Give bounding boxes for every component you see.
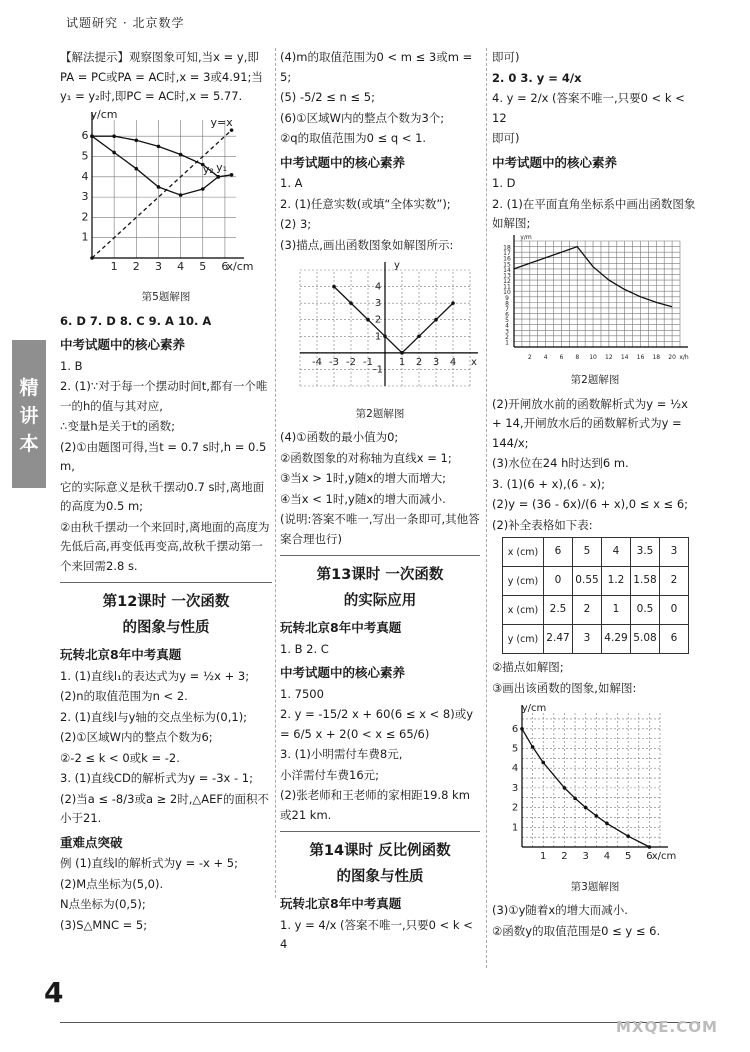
data-point <box>179 193 183 197</box>
data-point <box>201 187 205 191</box>
answer-line: 3. (1)直线CD的解析式为y = -3x - 1; <box>60 771 253 785</box>
section-title: 玩转北京8年中考真题 <box>280 896 402 911</box>
y-tick-label: 15 <box>503 260 511 268</box>
answer-line: 2. 0 3. y = 4/x <box>492 70 582 85</box>
data-point <box>648 845 652 849</box>
answer-line: ②-2 ≤ k < 0或k = -2. <box>60 750 180 765</box>
x-tick-label: -2 <box>346 356 356 368</box>
figure-caption: 第2题解图 <box>355 407 405 420</box>
data-point <box>112 134 116 138</box>
x-tick-label: 3 <box>154 259 162 273</box>
answer-line: 例 (1)直线l的解析式为y = -x + 5; <box>60 856 238 870</box>
y-tick-label: 14 <box>503 266 511 274</box>
x-tick-label: 14 <box>620 353 629 361</box>
data-point <box>584 806 588 810</box>
y-tick-label: 11 <box>503 283 511 291</box>
x-tick-label: 2 <box>527 353 532 361</box>
table-cell: 4 <box>602 538 631 567</box>
data-point <box>595 814 599 818</box>
answer-line: (2)当a ≤ -8/3或a ≥ 2时,△AEF的面积不小于21. <box>60 791 269 825</box>
answer-line: (2)①区域W内的整点个数为6; <box>60 730 213 744</box>
data-point <box>605 822 609 826</box>
answer-line: (2)①由题图可得,当t = 0.7 s时,h = 0.5 m, <box>60 439 267 473</box>
answer-line: ③当x > 1时,y随x的增大而增大; <box>280 471 447 485</box>
section-title: 重难点突破 <box>60 834 123 850</box>
answer-line: ∴变量h是关于t的函数; <box>60 419 175 433</box>
y-tick-label: 1 <box>505 338 509 346</box>
figure-caption: 第3题解图 <box>570 880 620 893</box>
answer-line: ④当x < 1时,y随x的增大而减小. <box>280 491 446 506</box>
x-tick-label: 4 <box>603 851 611 862</box>
table-cell: 2.47 <box>544 625 573 654</box>
table-cell: 1 <box>602 596 631 625</box>
series-label: y₂ <box>202 162 214 176</box>
answers-6-10: 6. D 7. D 8. C 9. A 10. A <box>60 313 212 328</box>
data-point <box>332 285 336 289</box>
table-cell: 0 <box>660 596 689 625</box>
answer-line: (4)m的取值范围为0 < m ≤ 3或m = 5; <box>280 50 473 84</box>
table-cell: 6 <box>544 538 573 567</box>
table-cell: 3 <box>573 625 602 654</box>
data-point <box>417 334 421 338</box>
x-tick-label: -3 <box>329 356 339 368</box>
chart-fig5 <box>60 108 260 280</box>
answer-line: (5) -5/2 ≤ n ≤ 5; <box>280 90 375 104</box>
data-point <box>400 351 404 355</box>
data-point <box>179 152 183 156</box>
table-cell: 5.08 <box>631 625 660 654</box>
table-cell: 2.5 <box>544 596 573 625</box>
answer-line: (2)M点坐标为(5,0). <box>60 876 164 891</box>
y-tick-label: 8 <box>505 299 509 307</box>
side-tab-char: 讲 <box>19 405 39 427</box>
lesson-title-line: 的图象与性质 <box>336 869 424 885</box>
answer-line: 即可) <box>492 50 520 64</box>
y-tick-label: 5 <box>511 743 519 755</box>
answer-line: 2. (1)在平面直角坐标系中画出函数图象如解图; <box>492 196 696 230</box>
section-title: 中考试题中的核心素养 <box>492 154 618 170</box>
lesson-title-line: 的实际应用 <box>343 593 417 609</box>
x-tick-label: 6 <box>559 353 564 361</box>
divider <box>280 831 480 832</box>
page-header: 试题研究 · 北京数学 <box>66 16 185 30</box>
table-cell: 0 <box>544 567 573 596</box>
answer-line: (3)S△MNC = 5; <box>60 917 148 932</box>
section-title: 中考试题中的核心素养 <box>280 665 406 680</box>
answer-line: 它的实际意义是秋千摆动0.7 s时,离地面的高度为0.5 m; <box>60 479 265 513</box>
table-cell: x (cm) <box>503 596 544 625</box>
answer-line: 3. (1)小明需付车费8元, <box>280 747 403 761</box>
table-row <box>503 538 689 567</box>
y-tick-label: 17 <box>503 249 511 257</box>
answer-line: 1. B 2. C <box>280 641 329 656</box>
y-tick-label: 16 <box>503 255 511 263</box>
table-cell: 3.5 <box>631 538 660 567</box>
data-point <box>383 334 387 338</box>
x-tick-label: 5 <box>624 851 632 862</box>
x-tick-label: 6 <box>221 259 229 273</box>
answer-line: (4)①函数的最小值为0; <box>280 430 399 444</box>
answer-line: 2. (1)∵对于每一个摆动时间t,都有一个唯一的h的值与其对应, <box>60 379 268 413</box>
answer-line: (2)补全表格如下表: <box>492 517 593 532</box>
answer-line: (2)开闸放水前的函数解析式为y = ½x + 14,开闸放水后的函数解析式为y = 144/x; <box>492 396 688 450</box>
data-point <box>135 166 139 170</box>
y-tick-label: 12 <box>503 277 511 285</box>
answer-line: (3)①y随着x的增大而减小. <box>492 903 628 917</box>
column-2 <box>280 48 480 956</box>
series-label: y=x <box>210 115 233 129</box>
y-tick-label: 2 <box>511 802 519 814</box>
answer-line: 2. (1)任意实数(或填“全体实数”); <box>280 196 451 211</box>
table-cell: 0.55 <box>573 567 602 596</box>
y-tick-label: 4 <box>81 169 89 183</box>
answer-line: 1. B <box>60 358 83 373</box>
x-tick-label: 1 <box>540 851 547 862</box>
data-point <box>531 745 535 749</box>
hint-text: 【解法提示】观察图象可知,当x = y,即PA = PC或PA = AC时,x = 3或4.91;当y₁ = y₂时,即PC = AC时,x = 5.77. <box>60 50 263 103</box>
y-tick-label: 2 <box>505 333 509 341</box>
x-tick-label: 2 <box>415 356 423 368</box>
x-axis-label: x/h <box>679 353 689 361</box>
data-point <box>520 727 524 731</box>
figure-caption: 第2题解图 <box>570 374 620 386</box>
answer-line: 1. 7500 <box>280 686 324 701</box>
y-tick-label: 6 <box>505 311 509 319</box>
divider <box>280 555 480 556</box>
answer-line: ②函数y的取值范围是0 ≤ y ≤ 6. <box>492 923 661 938</box>
x-tick-label: 3 <box>432 356 440 368</box>
x-tick-label: -1 <box>363 356 373 368</box>
answer-line: (2)张老师和王老师的家相距19.8 km或21 km. <box>280 788 470 822</box>
y-tick-label: 3 <box>81 189 89 203</box>
y-tick-label: 18 <box>503 244 511 252</box>
data-point <box>366 318 370 322</box>
y-tick-label: 4 <box>505 322 509 330</box>
data-point <box>157 144 161 148</box>
lesson-title-line: 的图象与性质 <box>122 620 210 636</box>
answer-line: 1. (1)直线l₁的表达式为y = ½x + 3; <box>60 668 250 683</box>
lesson-title-line: 第13课时 一次函数 <box>316 567 444 583</box>
answer-line: (说明:答案不唯一,写出一条即可,其他答案合理也行) <box>280 512 480 546</box>
watermark-text: MXQE.COM <box>616 1018 718 1036</box>
data-point <box>541 761 545 765</box>
y-tick-label: 10 <box>503 288 511 296</box>
y-tick-label: 6 <box>81 128 89 142</box>
y-tick-label: 3 <box>505 327 509 335</box>
answer-line: (2) 3; <box>280 217 312 231</box>
y-tick-label: 1 <box>81 230 89 244</box>
data-point <box>157 185 161 189</box>
x-tick-label: 5 <box>199 259 207 273</box>
table-row <box>503 567 689 596</box>
lesson-title <box>280 562 480 614</box>
section-title: 玩转北京8年中考真题 <box>280 620 402 635</box>
table-cell: x (cm) <box>503 538 544 567</box>
table-cell: 0.5 <box>631 596 660 625</box>
y-tick-label: 3 <box>374 298 382 310</box>
x-tick-label: 8 <box>575 353 580 361</box>
series-line <box>92 130 232 258</box>
answer-line: ②描点如解图; <box>492 660 564 674</box>
table-cell: 5 <box>573 538 602 567</box>
side-tab <box>12 340 46 488</box>
x-tick-label: 1 <box>398 356 406 368</box>
side-tab-char: 精 <box>19 377 39 399</box>
x-axis-label: x <box>471 356 477 368</box>
answer-line: 2. y = -15/2 x + 60(6 ≤ x < 8)或y = 6/5 x + 2(0 < x ≤ 65/6) <box>280 707 474 741</box>
x-tick-label: 10 <box>589 353 597 361</box>
x-tick-label: 3 <box>582 851 589 862</box>
page-number: 4 <box>44 976 64 1009</box>
x-tick-label: 2 <box>132 259 140 273</box>
series-label: y₁ <box>216 160 228 174</box>
y-axis-label: y <box>394 260 400 271</box>
section-title: 玩转北京8年中考真题 <box>60 647 182 662</box>
x-tick-label: 18 <box>652 353 661 361</box>
x-axis-label: x/cm <box>226 259 254 273</box>
y-tick-label: 1 <box>511 822 519 834</box>
column-1 <box>60 48 272 936</box>
data-point <box>563 786 567 790</box>
answer-line: (3)水位在24 h时达到6 m. <box>492 456 629 470</box>
table-cell: 3 <box>660 538 689 567</box>
lesson-title <box>60 589 272 641</box>
chart-water-level <box>492 235 692 363</box>
lesson-title-line: 第12课时 一次函数 <box>102 594 230 610</box>
data-point <box>216 175 220 179</box>
y-tick-label: 2 <box>374 314 382 326</box>
answer-line: 3. (1)(6 + x),(6 - x); <box>492 476 606 491</box>
x-axis-label: x/cm <box>651 851 677 862</box>
y-tick-label: 4 <box>511 763 519 775</box>
data-point <box>434 318 438 322</box>
y-axis-label: y/m <box>520 234 532 241</box>
x-tick-label: -4 <box>312 356 322 368</box>
y-tick-label: 1 <box>374 331 382 343</box>
y-tick-label: 4 <box>374 281 382 293</box>
section-title: 中考试题中的核心素养 <box>60 337 186 352</box>
x-tick-label: 2 <box>561 851 568 862</box>
value-table <box>502 537 689 654</box>
data-point <box>573 797 577 801</box>
table-cell: 1.58 <box>631 567 660 596</box>
y-tick-label: 5 <box>505 316 509 324</box>
lesson-title-line: 第14课时 反比例函数 <box>309 843 451 859</box>
x-tick-label: 1 <box>110 259 118 273</box>
y-tick-label: 7 <box>505 305 509 313</box>
answer-line: 4. y = 2/x (答案不唯一,只要0 < k < 12 <box>492 91 685 125</box>
x-tick-label: 4 <box>177 259 185 273</box>
answer-line: 1. A <box>280 176 303 190</box>
table-cell: 1.2 <box>602 567 631 596</box>
x-tick-label: 16 <box>636 353 645 361</box>
answer-line: (6)①区域W内的整点个数为3个; <box>280 110 445 125</box>
table-cell: 6 <box>660 625 689 654</box>
y-tick-label: 2 <box>81 209 89 223</box>
answer-line: N点坐标为(0,5); <box>60 897 146 911</box>
column-3 <box>492 48 698 942</box>
y-axis-label: y/cm <box>90 107 118 121</box>
divider <box>60 582 272 583</box>
answer-line: 小洋需付车费16元; <box>280 767 380 782</box>
side-tab-char: 本 <box>19 433 39 455</box>
y-tick-label: -1 <box>373 364 383 376</box>
chart-fig2-abs <box>280 256 480 396</box>
data-point <box>451 301 455 305</box>
data-point <box>230 172 234 176</box>
y-tick-label: 5 <box>81 149 89 163</box>
x-tick-label: 20 <box>668 353 676 361</box>
section-title: 中考试题中的核心素养 <box>280 154 406 170</box>
answer-line: ③画出该函数的图象,如解图: <box>492 680 637 695</box>
table-cell: 2 <box>660 567 689 596</box>
data-point <box>626 834 630 838</box>
y-tick-label: 3 <box>511 782 519 794</box>
y-tick-label: 9 <box>505 294 509 302</box>
y-tick-label: 6 <box>511 723 519 735</box>
column-divider <box>486 48 487 968</box>
table-cell: y (cm) <box>503 625 544 654</box>
table-cell: 4.29 <box>602 625 631 654</box>
table-row <box>503 596 689 625</box>
footer-rule <box>60 1022 700 1023</box>
table-cell: y (cm) <box>503 567 544 596</box>
x-tick-label: 6 <box>646 851 653 862</box>
data-point <box>90 256 94 260</box>
y-tick-label: 13 <box>503 271 511 279</box>
column-divider <box>275 48 276 898</box>
answer-line: 1. y = 4/x (答案不唯一,只要0 < k < 4 <box>280 917 473 951</box>
answer-line: 2. (1)直线l与y轴的交点坐标为(0,1); <box>60 709 248 724</box>
answer-line: (2)y = (36 - 6x)/(6 + x),0 ≤ x ≤ 6; <box>492 497 689 511</box>
lesson-title <box>280 838 480 890</box>
x-tick-label: 4 <box>543 353 548 361</box>
data-point <box>135 138 139 142</box>
y-axis-label: y/cm <box>521 703 547 714</box>
data-point <box>349 301 353 305</box>
data-point <box>90 134 94 138</box>
table-row <box>503 625 689 654</box>
answer-line: 即可) <box>492 131 520 145</box>
x-tick-label: 12 <box>605 353 613 361</box>
answer-line: 1. D <box>492 176 516 190</box>
answer-line: ②函数图象的对称轴为直线x = 1; <box>280 450 452 465</box>
x-tick-label: 4 <box>449 356 457 368</box>
chart-fig3 <box>492 699 682 869</box>
answer-line: (3)描点,画出函数图象如解图所示: <box>280 237 454 252</box>
answer-line: ②q的取值范围为0 ≤ q < 1. <box>280 131 427 145</box>
answer-line: ②由秋千摆动一个来回时,离地面的高度为先低后高,再变低再变高,故秋千摆动第一个来回需2.8 s. <box>60 519 270 573</box>
answer-line: (2)n的取值范围为n < 2. <box>60 689 188 703</box>
table-cell: 2 <box>573 596 602 625</box>
data-point <box>112 150 116 154</box>
figure-caption: 第5题解图 <box>141 291 191 303</box>
